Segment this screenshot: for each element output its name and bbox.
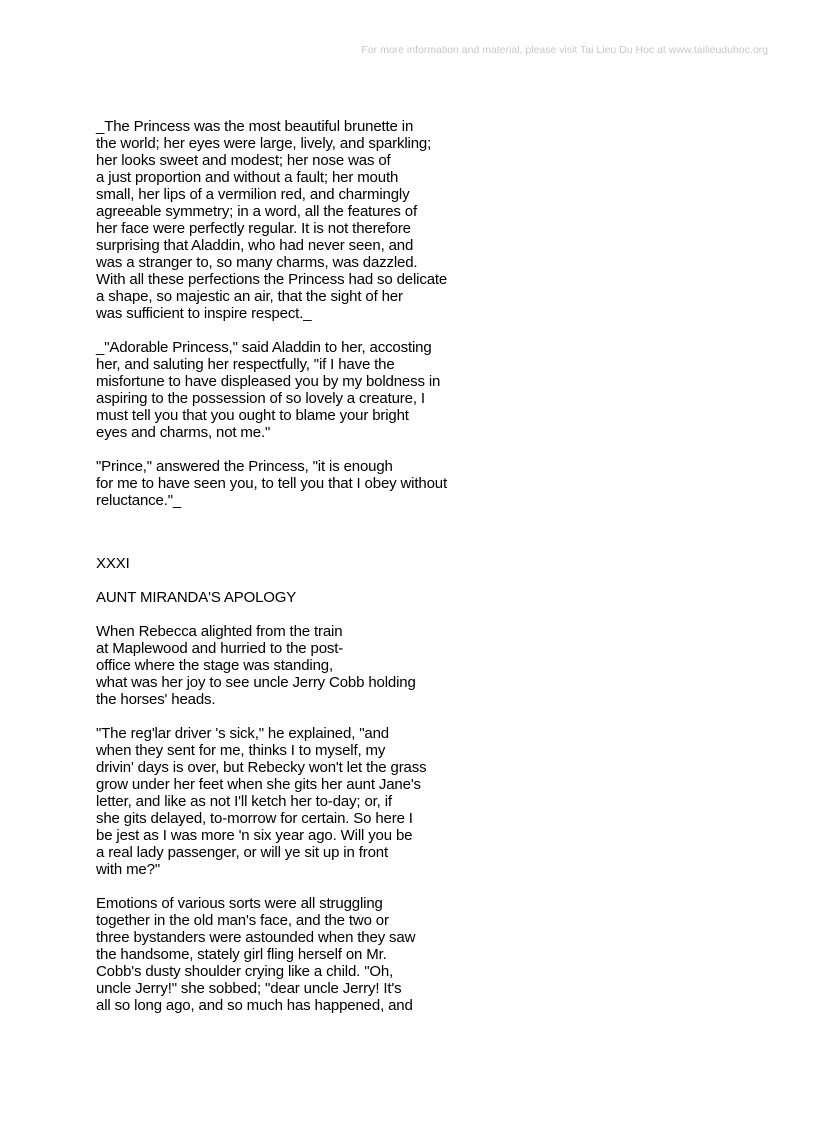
text-line: her face were perfectly regular. It is not therefore	[96, 220, 411, 237]
chapter-number: XXXI	[96, 555, 130, 572]
text-line: her looks sweet and modest; her nose was of	[96, 152, 391, 169]
text-line: When Rebecca alighted from the train	[96, 623, 343, 640]
text-line: small, her lips of a vermilion red, and charmingly	[96, 186, 410, 203]
text-line: With all these perfections the Princess had so delicate	[96, 271, 448, 288]
text-line: agreeable symmetry; in a word, all the features of	[96, 203, 417, 220]
text-line: reluctance."_	[96, 492, 182, 509]
text-block-before-chapter	[96, 118, 786, 509]
text-line: Emotions of various sorts were all struggling	[96, 895, 383, 912]
text-line: three bystanders were astounded when they saw	[96, 929, 416, 946]
paragraph	[96, 339, 786, 441]
text-line: her, and saluting her respectfully, "if I have the	[96, 356, 395, 373]
text-line: she gits delayed, to-morrow for certain. So here I	[96, 810, 413, 827]
text-line: must tell you that you ought to blame your bright	[96, 407, 409, 424]
text-line: the world; her eyes were large, lively, and sparkling;	[96, 135, 432, 152]
text-line: letter, and like as not I'll ketch her to-day; or, if	[96, 793, 392, 810]
text-line: when they sent for me, thinks I to myself, my	[96, 742, 386, 759]
text-line: for me to have seen you, to tell you that I obey without	[96, 475, 447, 492]
text-line: _The Princess was the most beautiful brunette in	[96, 118, 414, 135]
text-block-after-chapter	[96, 623, 786, 1014]
text-line: with me?"	[96, 861, 160, 878]
text-line: uncle Jerry!" she sobbed; "dear uncle Jerry! It's	[96, 980, 402, 997]
paragraph	[96, 895, 786, 1014]
text-line: what was her joy to see uncle Jerry Cobb holding	[96, 674, 416, 691]
page-content	[96, 118, 786, 1031]
paragraph	[96, 118, 786, 322]
text-line: "The reg'lar driver 's sick," he explained, "and	[96, 725, 389, 742]
text-line: a real lady passenger, or will ye sit up in front	[96, 844, 388, 861]
text-line: all so long ago, and so much has happened, and	[96, 997, 413, 1014]
paragraph	[96, 458, 786, 509]
text-line: surprising that Aladdin, who had never seen, and	[96, 237, 414, 254]
text-line: _"Adorable Princess," said Aladdin to her, accosting	[96, 339, 432, 356]
text-line: a just proportion and without a fault; her mouth	[96, 169, 399, 186]
text-line: be jest as I was more 'n six year ago. Will you be	[96, 827, 413, 844]
text-line: grow under her feet when she gits her aunt Jane's	[96, 776, 421, 793]
text-line: at Maplewood and hurried to the post-	[96, 640, 344, 657]
text-line: "Prince," answered the Princess, "it is enough	[96, 458, 393, 475]
text-line: was a stranger to, so many charms, was dazzled.	[96, 254, 418, 271]
text-line: office where the stage was standing,	[96, 657, 333, 674]
text-line: misfortune to have displeased you by my boldness in	[96, 373, 441, 390]
chapter-title: AUNT MIRANDA'S APOLOGY	[96, 589, 297, 606]
text-line: eyes and charms, not me."	[96, 424, 271, 441]
text-line: was sufficient to inspire respect._	[96, 305, 312, 322]
text-line: the handsome, stately girl fling herself on Mr.	[96, 946, 387, 963]
header-note: For more information and material, please visit Tai Lieu Du Hoc at www.tailieuduhoc.org	[361, 44, 768, 56]
text-line: a shape, so majestic an air, that the sight of her	[96, 288, 403, 305]
text-line: aspiring to the possession of so lovely a creature, I	[96, 390, 425, 407]
paragraph	[96, 623, 786, 708]
paragraph	[96, 725, 786, 878]
text-line: the horses' heads.	[96, 691, 216, 708]
text-line: drivin' days is over, but Rebecky won't let the grass	[96, 759, 427, 776]
text-line: together in the old man's face, and the two or	[96, 912, 389, 929]
text-line: Cobb's dusty shoulder crying like a child. "Oh,	[96, 963, 394, 980]
